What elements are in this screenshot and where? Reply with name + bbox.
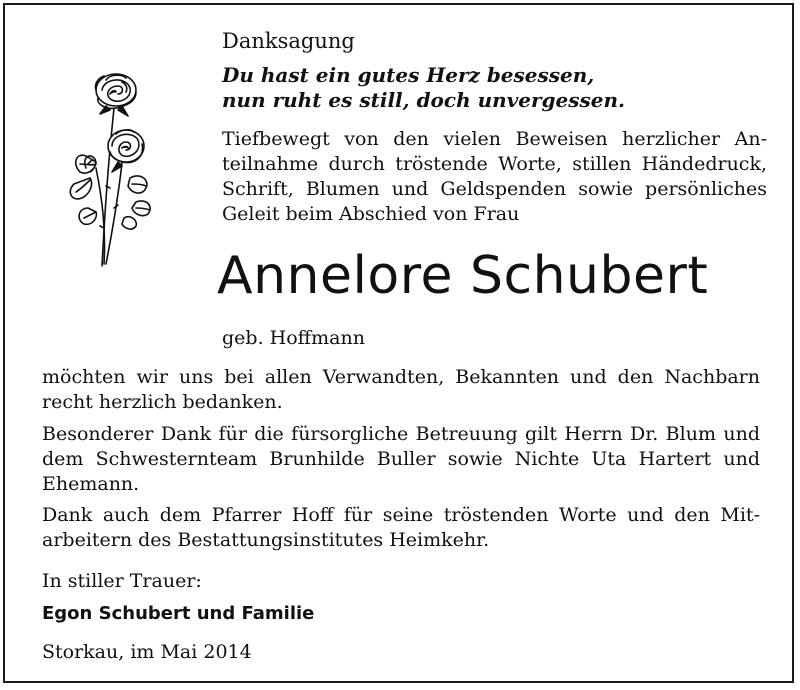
paragraph-line: Ehemann. bbox=[42, 473, 140, 495]
signature-intro: In stiller Trauer: bbox=[42, 570, 202, 592]
maiden-name: geb. Hoffmann bbox=[222, 327, 365, 349]
intro-line: Geleit beim Abschied von Frau bbox=[222, 203, 520, 225]
intro-paragraph bbox=[222, 127, 767, 227]
paragraph-line: recht herzlich bedanken. bbox=[42, 391, 283, 413]
paragraph-line: arbeitern des Bestattungsinstitutes Heimkehr. bbox=[42, 529, 490, 551]
intro-line: Schrift, Blumen und Geldspenden sowie persönliches bbox=[222, 178, 767, 200]
paragraph-line: dem Schwesternteam Brunhilde Buller sowie Nichte Uta Hartert und bbox=[42, 448, 760, 470]
motto-line: nun ruht es still, doch unvergessen. bbox=[222, 88, 625, 112]
motto-line: Du hast ein gutes Herz besessen, bbox=[222, 63, 595, 87]
paragraph-line: Dank auch dem Pfarrer Hoff für seine tröstenden Worte und den Mit- bbox=[42, 504, 760, 526]
signature-name: Egon Schubert und Familie bbox=[42, 603, 315, 624]
rose-illustration-icon bbox=[66, 68, 166, 268]
motto-verse bbox=[222, 63, 767, 113]
notice-heading: Danksagung bbox=[222, 29, 355, 53]
deceased-name: Annelore Schubert bbox=[217, 246, 709, 306]
paragraph-line: Besonderer Dank für die fürsorgliche Betreuung gilt Herrn Dr. Blum und bbox=[42, 423, 760, 445]
place-and-date: Storkau, im Mai 2014 bbox=[42, 641, 252, 663]
intro-line: teilnahme durch tröstende Worte, stillen Händedruck, bbox=[222, 153, 767, 175]
special-thanks-paragraph bbox=[42, 422, 760, 497]
thanks-paragraph bbox=[42, 365, 760, 415]
paragraph-line: möchten wir uns bei allen Verwandten, Bekannten und den Nachbarn bbox=[42, 366, 760, 388]
intro-line: Tiefbewegt von den vielen Beweisen herzlicher An- bbox=[222, 128, 767, 150]
pastor-thanks-paragraph bbox=[42, 503, 760, 553]
